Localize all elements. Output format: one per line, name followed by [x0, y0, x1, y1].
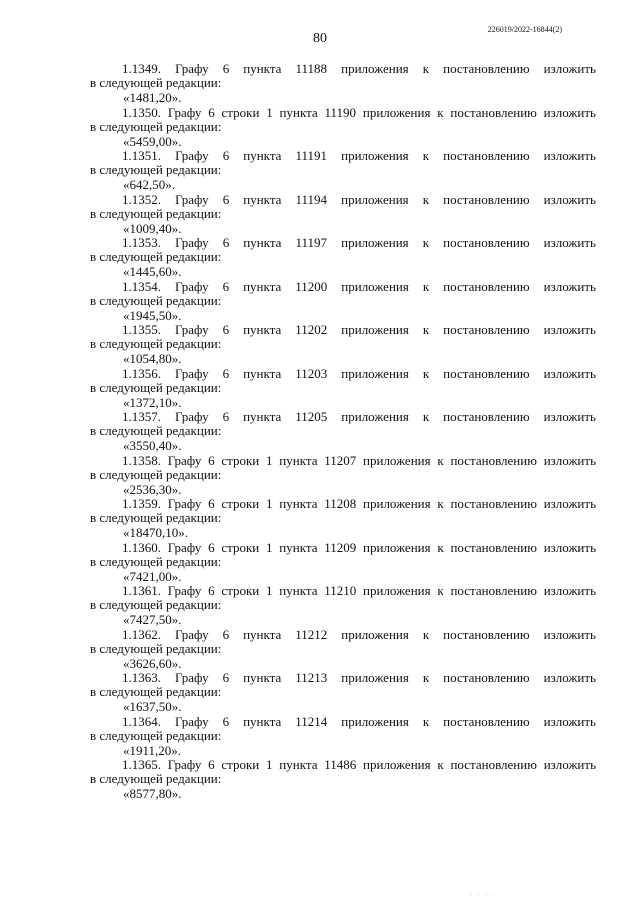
amendment-heading-line: [90, 671, 596, 685]
continuation-line: в следующей редакции:: [90, 75, 222, 90]
word-punkta: пункта: [279, 496, 318, 511]
word-izlozhit: изложить: [543, 61, 596, 76]
word-izlozhit: изложить: [543, 278, 596, 294]
amendment-item: [90, 541, 596, 585]
word-k: к: [437, 104, 444, 120]
item-number: 1.1355.: [122, 322, 161, 337]
word-prilozheniya: приложения: [341, 148, 409, 163]
item-number: 1.1364.: [122, 713, 161, 729]
word-izlozhit: изложить: [543, 409, 596, 424]
word-prilozheniya: приложения: [363, 452, 431, 468]
amendment-heading-line: [90, 106, 596, 120]
point-number: 11194: [295, 191, 328, 207]
continuation-line: в следующей редакции:: [90, 249, 222, 264]
word-postanovleniyu: постановлению: [443, 670, 530, 685]
row-number: 1: [266, 539, 273, 555]
word-k: к: [422, 365, 430, 381]
point-number: 11208: [324, 496, 357, 511]
word-postanovleniyu: постановлению: [450, 757, 537, 772]
row-number: 1: [266, 496, 273, 511]
word-punkta: пункта: [243, 626, 282, 642]
amendment-item: [90, 497, 596, 541]
word-punkta: пункта: [243, 191, 282, 207]
word-grafu: Графу: [175, 235, 209, 250]
item-number: 1.1363.: [122, 670, 161, 685]
new-value: «5459,00».: [123, 133, 182, 149]
column-number: 6: [208, 539, 215, 555]
word-prilozheniya: приложения: [341, 409, 409, 424]
amendment-heading-line: [90, 758, 596, 772]
continuation-line: в следующей редакции:: [90, 640, 222, 656]
word-izlozhit: изложить: [543, 322, 596, 337]
new-value: «3550,40».: [123, 438, 182, 453]
row-number: 1: [266, 104, 273, 120]
item-number: 1.1350.: [122, 104, 161, 120]
column-number: 6: [208, 496, 215, 511]
point-number: 11200: [295, 278, 328, 294]
point-number: 11209: [324, 539, 357, 555]
point-number: 11210: [324, 583, 357, 598]
item-number: 1.1351.: [122, 148, 161, 163]
item-number: 1.1362.: [122, 626, 161, 642]
word-stroki: строки: [221, 539, 260, 555]
new-value: «642,50».: [123, 177, 175, 192]
word-k: к: [422, 409, 430, 424]
word-izlozhit: изложить: [543, 104, 596, 120]
word-punkta: пункта: [243, 322, 282, 337]
column-number: 6: [222, 713, 230, 729]
word-postanovleniyu: постановлению: [443, 191, 530, 207]
amendment-item: [90, 280, 596, 324]
word-postanovleniyu: постановлению: [443, 365, 530, 381]
word-izlozhit: изложить: [543, 670, 596, 685]
word-postanovleniyu: постановлению: [443, 322, 530, 337]
column-number: 6: [208, 452, 215, 468]
word-postanovleniyu: постановлению: [443, 713, 530, 729]
word-postanovleniyu: постановлению: [450, 539, 537, 555]
word-punkta: пункта: [243, 713, 282, 729]
amendment-heading-line: [90, 149, 596, 163]
word-punkta: пункта: [279, 104, 318, 120]
word-izlozhit: изложить: [543, 713, 596, 729]
word-grafu: Графу: [175, 278, 209, 294]
word-postanovleniyu: постановлению: [443, 409, 530, 424]
amendment-heading-line: [90, 323, 596, 337]
word-grafu: Графу: [175, 148, 209, 163]
row-number: 1: [266, 583, 273, 598]
continuation-line: в следующей редакции:: [90, 292, 222, 308]
item-number: 1.1360.: [122, 539, 161, 555]
item-number: 1.1354.: [122, 278, 161, 294]
word-k: к: [437, 452, 444, 468]
new-value: «1372,10».: [123, 394, 182, 410]
word-stroki: строки: [221, 104, 260, 120]
amendment-item: [90, 410, 596, 454]
column-number: 6: [208, 583, 215, 598]
amendment-list: [90, 62, 596, 802]
item-number: 1.1352.: [122, 191, 161, 207]
word-punkta: пункта: [243, 278, 282, 294]
word-prilozheniya: приложения: [363, 496, 431, 511]
word-prilozheniya: приложения: [341, 61, 409, 76]
amendment-heading-line: [90, 541, 596, 555]
item-number: 1.1361.: [122, 583, 161, 598]
new-value: «1945,50».: [123, 307, 182, 323]
word-grafu: Графу: [175, 713, 209, 729]
amendment-item: [90, 149, 596, 193]
column-number: 6: [208, 757, 215, 772]
column-number: 6: [222, 61, 230, 76]
scan-artifact: · · · ·: [470, 892, 497, 898]
amendment-item: [90, 367, 596, 411]
row-number: 1: [266, 452, 273, 468]
word-grafu: Графу: [175, 670, 209, 685]
amendment-heading-line: [90, 280, 596, 294]
continuation-line: в следующей редакции:: [90, 553, 222, 569]
point-number: 11188: [295, 61, 328, 76]
word-grafu: Графу: [175, 365, 209, 381]
column-number: 6: [222, 409, 230, 424]
column-number: 6: [222, 365, 230, 381]
item-number: 1.1358.: [122, 452, 161, 468]
amendment-item: [90, 584, 596, 628]
amendment-heading-line: [90, 367, 596, 381]
word-stroki: строки: [221, 757, 260, 772]
word-k: к: [437, 757, 444, 772]
word-postanovleniyu: постановлению: [443, 626, 530, 642]
new-value: «8577,80».: [123, 786, 182, 801]
continuation-line: в следующей редакции:: [90, 423, 222, 438]
word-izlozhit: изложить: [543, 539, 596, 555]
continuation-line: в следующей редакции:: [90, 336, 222, 351]
point-number: 11213: [295, 670, 328, 685]
word-k: к: [422, 713, 430, 729]
word-izlozhit: изложить: [543, 452, 596, 468]
word-izlozhit: изложить: [543, 235, 596, 250]
word-postanovleniyu: постановлению: [443, 61, 530, 76]
word-prilozheniya: приложения: [341, 713, 409, 729]
word-punkta: пункта: [279, 539, 318, 555]
word-prilozheniya: приложения: [341, 670, 409, 685]
item-number: 1.1353.: [122, 235, 161, 250]
word-izlozhit: изложить: [543, 583, 596, 598]
word-grafu: Графу: [167, 583, 202, 598]
column-number: 6: [222, 235, 230, 250]
point-number: 11191: [295, 148, 328, 163]
amendment-heading-line: [90, 628, 596, 642]
word-k: к: [422, 322, 430, 337]
point-number: 11207: [324, 452, 357, 468]
word-postanovleniyu: постановлению: [450, 452, 537, 468]
point-number: 11205: [295, 409, 328, 424]
continuation-line: в следующей редакции:: [90, 597, 222, 612]
amendment-heading-line: [90, 454, 596, 468]
amendment-item: [90, 236, 596, 280]
item-number: 1.1357.: [122, 409, 161, 424]
word-punkta: пункта: [279, 452, 318, 468]
word-k: к: [422, 191, 430, 207]
column-number: 6: [222, 670, 230, 685]
word-grafu: Графу: [175, 322, 209, 337]
continuation-line: в следующей редакции:: [90, 379, 222, 395]
word-punkta: пункта: [279, 583, 318, 598]
word-punkta: пункта: [243, 148, 282, 163]
point-number: 11212: [295, 626, 328, 642]
amendment-item: [90, 758, 596, 802]
word-prilozheniya: приложения: [341, 278, 409, 294]
new-value: «1445,60».: [123, 264, 182, 279]
new-value: «1054,80».: [123, 351, 182, 366]
point-number: 11190: [324, 104, 357, 120]
new-value: «3626,60».: [123, 655, 182, 671]
word-stroki: строки: [221, 452, 260, 468]
word-grafu: Графу: [175, 626, 209, 642]
word-prilozheniya: приложения: [341, 191, 409, 207]
word-prilozheniya: приложения: [363, 757, 431, 772]
word-grafu: Графу: [175, 191, 209, 207]
new-value: «1481,20».: [123, 90, 182, 105]
continuation-line: в следующей редакции:: [90, 771, 222, 786]
amendment-item: [90, 323, 596, 367]
word-postanovleniyu: постановлению: [450, 583, 537, 598]
item-number: 1.1365.: [122, 757, 161, 772]
document-id: 226019/2022-16844(2): [487, 25, 562, 34]
amendment-item: [90, 715, 596, 759]
point-number: 11203: [295, 365, 328, 381]
word-izlozhit: изложить: [543, 191, 596, 207]
row-number: 1: [266, 757, 273, 772]
word-grafu: Графу: [167, 539, 202, 555]
column-number: 6: [208, 104, 215, 120]
word-izlozhit: изложить: [543, 757, 596, 772]
amendment-item: [90, 628, 596, 672]
word-izlozhit: изложить: [543, 496, 596, 511]
item-number: 1.1356.: [122, 365, 161, 381]
new-value: «1911,20».: [123, 742, 182, 758]
word-postanovleniyu: постановлению: [450, 104, 537, 120]
word-k: к: [437, 583, 444, 598]
word-postanovleniyu: постановлению: [443, 235, 530, 250]
column-number: 6: [222, 148, 230, 163]
new-value: «18470,10».: [123, 525, 188, 540]
word-punkta: пункта: [243, 409, 282, 424]
word-grafu: Графу: [175, 409, 209, 424]
word-postanovleniyu: постановлению: [450, 496, 537, 511]
word-izlozhit: изложить: [543, 365, 596, 381]
word-stroki: строки: [221, 583, 260, 598]
word-izlozhit: изложить: [543, 148, 596, 163]
word-k: к: [422, 278, 430, 294]
new-value: «7427,50».: [123, 612, 182, 627]
column-number: 6: [222, 322, 230, 337]
word-k: к: [422, 626, 430, 642]
amendment-heading-line: [90, 715, 596, 729]
amendment-item: [90, 106, 596, 150]
continuation-line: в следующей редакции:: [90, 118, 222, 134]
point-number: 11202: [295, 322, 328, 337]
new-value: «1009,40».: [123, 220, 182, 236]
item-number: 1.1349.: [122, 61, 161, 76]
point-number: 11214: [295, 713, 328, 729]
word-stroki: строки: [221, 496, 260, 511]
word-prilozheniya: приложения: [362, 104, 431, 120]
word-postanovleniyu: постановлению: [443, 148, 530, 163]
new-value: «7421,00».: [123, 568, 182, 584]
word-k: к: [437, 496, 444, 511]
amendment-heading-line: [90, 62, 596, 76]
new-value: «2536,30».: [123, 481, 182, 497]
word-k: к: [422, 148, 430, 163]
word-grafu: Графу: [167, 496, 202, 511]
word-punkta: пункта: [243, 61, 282, 76]
point-number: 11486: [324, 757, 357, 772]
word-grafu: Графу: [167, 104, 202, 120]
word-prilozheniya: приложения: [363, 539, 431, 555]
word-prilozheniya: приложения: [341, 626, 409, 642]
word-prilozheniya: приложения: [341, 235, 409, 250]
amendment-item: [90, 62, 596, 106]
point-number: 11197: [295, 235, 328, 250]
word-k: к: [422, 61, 430, 76]
word-prilozheniya: приложения: [341, 365, 409, 381]
amendment-item: [90, 671, 596, 715]
amendment-heading-line: [90, 497, 596, 511]
column-number: 6: [222, 278, 230, 294]
new-value: «1637,50».: [123, 699, 182, 714]
word-punkta: пункта: [243, 365, 282, 381]
word-izlozhit: изложить: [543, 626, 596, 642]
continuation-line: в следующей редакции:: [90, 466, 222, 482]
word-k: к: [422, 235, 430, 250]
word-prilozheniya: приложения: [341, 322, 409, 337]
amendment-heading-line: [90, 236, 596, 250]
word-k: к: [437, 539, 444, 555]
continuation-line: в следующей редакции:: [90, 684, 222, 699]
word-k: к: [422, 670, 430, 685]
amendment-heading-line: [90, 584, 596, 598]
amendment-heading-line: [90, 410, 596, 424]
word-grafu: Графу: [175, 61, 209, 76]
word-postanovleniyu: постановлению: [443, 278, 530, 294]
continuation-line: в следующей редакции:: [90, 727, 222, 743]
word-grafu: Графу: [167, 452, 202, 468]
continuation-line: в следующей редакции:: [90, 510, 222, 525]
word-grafu: Графу: [167, 757, 202, 772]
page-number: 80: [313, 31, 327, 46]
column-number: 6: [222, 626, 230, 642]
word-punkta: пункта: [243, 235, 282, 250]
word-punkta: пункта: [243, 670, 282, 685]
continuation-line: в следующей редакции:: [90, 162, 222, 177]
amendment-item: [90, 454, 596, 498]
continuation-line: в следующей редакции:: [90, 205, 222, 221]
amendment-heading-line: [90, 193, 596, 207]
word-prilozheniya: приложения: [363, 583, 431, 598]
amendment-item: [90, 193, 596, 237]
column-number: 6: [222, 191, 230, 207]
item-number: 1.1359.: [122, 496, 161, 511]
word-punkta: пункта: [279, 757, 318, 772]
